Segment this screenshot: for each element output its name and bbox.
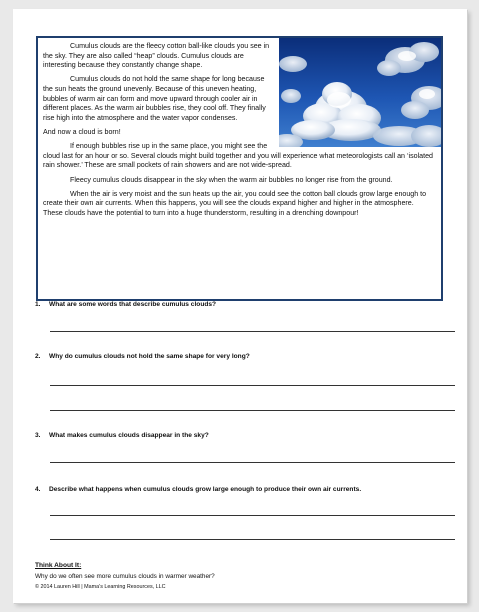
copyright-footer: © 2014 Lauren Hill | Mama’s Learning Resources, LLC — [35, 584, 166, 590]
paragraph-6: When the air is very moist and the sun heats up the air, you could see the cotton ball clouds grow large enough to create their own air currents. When this happens, you will see the clouds expand higher and higher in the atmosphere. These clouds have the potential to turn into a huge thunderstorm, resulting in a drenching downpour! — [43, 189, 427, 217]
answer-line[interactable] — [50, 515, 455, 516]
answer-line[interactable] — [50, 331, 455, 332]
question-text: Why do cumulus clouds not hold the same shape for very long? — [49, 353, 250, 360]
worksheet-page — [13, 9, 467, 603]
question-number: 2. — [35, 353, 41, 360]
paragraph-1: Cumulus clouds are the fleecy cotton ball-like clouds you see in the sky. They are also called “heap” clouds. Cumulus clouds are interesting because they constantly change shape. — [43, 42, 270, 70]
question-3 — [35, 432, 209, 440]
question-number: 1. — [35, 301, 41, 308]
answer-line[interactable] — [50, 410, 455, 411]
paragraph-5: Fleecy cumulus clouds disappear in the sky when the warm air bubbles no longer rise from the ground. — [70, 175, 393, 184]
answer-line[interactable] — [50, 385, 455, 386]
question-text: Describe what happens when cumulus clouds grow large enough to produce their own air currents. — [49, 486, 362, 493]
think-about-it-heading: Think About It: — [35, 562, 82, 569]
question-text: What makes cumulus clouds disappear in the sky? — [49, 432, 209, 439]
paragraph-3: And now a cloud is born! — [43, 127, 121, 136]
reading-passage-box — [36, 36, 443, 301]
paragraph-4: If enough bubbles rise up in the same place, you might see the cloud last for an hour or so. Several clouds might build together and you will experience what meteorologists call an ‘isolated rain shower.’ These are small pockets of rain showers and are not wide-spread. — [43, 142, 433, 170]
question-number: 3. — [35, 432, 41, 439]
question-1 — [35, 301, 216, 309]
answer-line[interactable] — [50, 539, 455, 540]
question-4 — [35, 486, 361, 494]
question-text: What are some words that describe cumulus clouds? — [49, 301, 217, 308]
question-number: 4. — [35, 486, 41, 493]
cumulus-cloud-photo — [279, 38, 441, 147]
think-about-it-question: Why do we often see more cumulus clouds in warmer weather? — [35, 573, 215, 580]
paragraph-2: Cumulus clouds do not hold the same shape for long because the sun heats the ground unevenly. Because of this uneven heating, bubbles of warm air can form and move upward through cooler air in different places. As the warm air bubbles rise, they cool off. They finally rise high into the atmosphere and the water vapor condenses. — [43, 75, 266, 122]
answer-line[interactable] — [50, 462, 455, 463]
question-2 — [35, 353, 250, 361]
